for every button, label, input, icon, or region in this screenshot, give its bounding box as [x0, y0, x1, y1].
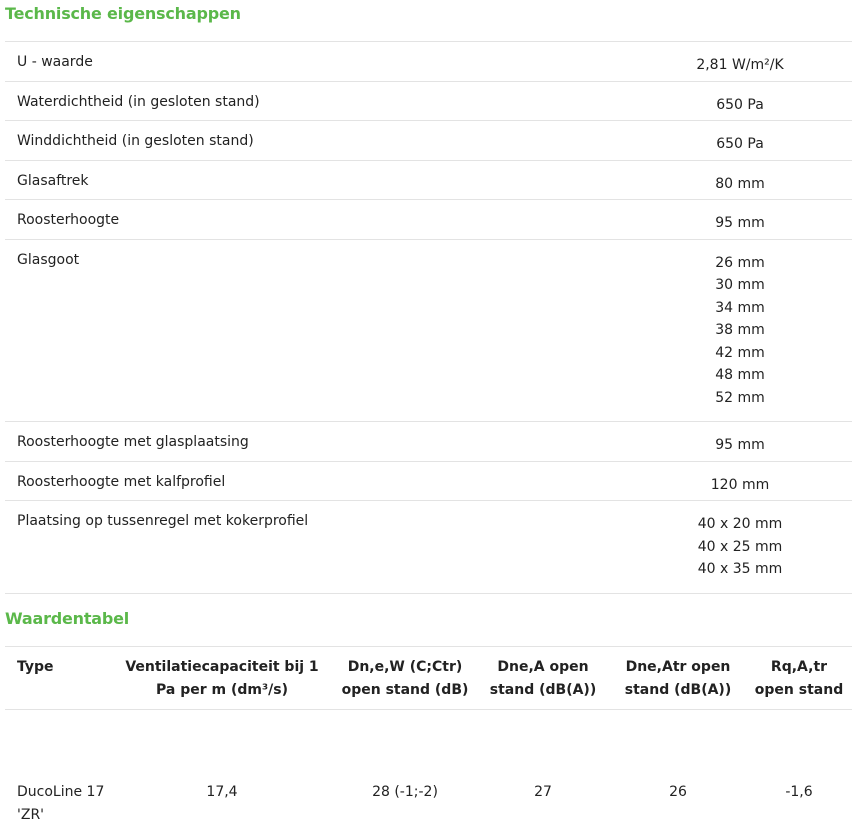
- spec-row: [5, 42, 852, 82]
- spec-value: 42 mm: [715, 344, 765, 361]
- spec-values: [665, 252, 815, 410]
- spec-label: Plaatsing op tussenregel met kokerprofiel: [17, 513, 309, 529]
- table-cell: 17,4: [206, 784, 238, 800]
- spec-label: Roosterhoogte: [17, 212, 120, 228]
- spec-value: 650 Pa: [716, 136, 764, 152]
- specs-title: Technische eigenschappen: [5, 4, 241, 23]
- spec-value: 40 x 20 mm: [697, 516, 783, 532]
- column-header: Type: [17, 659, 54, 675]
- spec-label: U - waarde: [17, 54, 93, 70]
- spec-values: [665, 434, 815, 457]
- value-table-body: [5, 710, 852, 830]
- spec-value: 40 x 35 mm: [697, 561, 783, 577]
- spec-label: Roosterhoogte met glasplaatsing: [17, 434, 249, 450]
- specs-table: [5, 41, 852, 594]
- spec-value: 40 x 25 mm: [697, 538, 783, 555]
- spec-value: 120 mm: [710, 476, 770, 493]
- table-cell: 26: [669, 784, 687, 800]
- spec-row: [5, 82, 852, 122]
- spec-value: 30 mm: [715, 277, 765, 293]
- table-cell: DucoLine 17 'ZR': [17, 784, 105, 823]
- spec-value: 34 mm: [715, 299, 765, 316]
- column-header: Dne,A open stand (dB(A)): [489, 659, 597, 698]
- spec-value: 95 mm: [715, 215, 765, 231]
- spec-values: [665, 173, 815, 196]
- spec-label: Glasgoot: [17, 251, 80, 268]
- spec-values: [665, 212, 815, 235]
- spec-value: 2,81 W/m²/K: [696, 57, 784, 73]
- spec-label: Winddichtheid (in gesloten stand): [17, 133, 254, 149]
- spec-value: 80 mm: [715, 175, 765, 192]
- spec-row: [5, 501, 852, 594]
- spec-row: [5, 240, 852, 423]
- table-cell: -1,6: [785, 784, 813, 800]
- spec-value: 26 mm: [715, 254, 765, 271]
- column-header: Rq,A,tr open stand: [754, 659, 844, 698]
- column-header: Dne,Atr open stand (dB(A)): [624, 659, 732, 698]
- table-cell: 27: [534, 784, 552, 800]
- values-title: Waardentabel: [5, 609, 130, 628]
- spec-values: [665, 474, 815, 497]
- spec-row: [5, 422, 852, 462]
- spec-row: [5, 200, 852, 240]
- spec-label: Waterdichtheid (in gesloten stand): [17, 93, 260, 110]
- spec-value: 52 mm: [715, 389, 765, 406]
- table-cell: 28 (-1;-2): [372, 784, 438, 800]
- spec-row: [5, 121, 852, 161]
- spec-value: 48 mm: [715, 367, 765, 383]
- value-table-header: [5, 647, 852, 710]
- spec-value: 38 mm: [715, 322, 765, 338]
- spec-value: 650 Pa: [716, 96, 764, 113]
- spec-values: [665, 94, 815, 117]
- spec-label: Glasaftrek: [17, 172, 89, 189]
- spec-values: [665, 54, 815, 77]
- spec-label: Roosterhoogte met kalfprofiel: [17, 473, 226, 490]
- spec-row: [5, 462, 852, 502]
- spec-values: [665, 513, 815, 581]
- table-row: [5, 710, 852, 830]
- spec-value: 95 mm: [715, 437, 765, 453]
- column-header: Ventilatiecapaciteit bij 1 Pa per m (dm³/s): [125, 659, 319, 698]
- column-header: Dn,e,W (C;Ctr) open stand (dB): [341, 659, 469, 698]
- spec-row: [5, 161, 852, 201]
- spec-values: [665, 133, 815, 156]
- value-table: [5, 646, 852, 830]
